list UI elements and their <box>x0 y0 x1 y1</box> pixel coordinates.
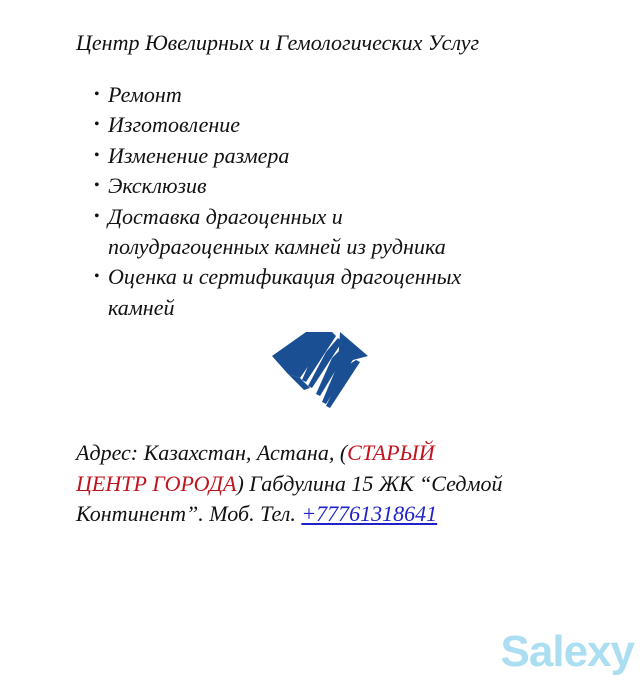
service-label: полудрагоценных камней из рудника <box>108 234 446 260</box>
bullet-icon: • <box>94 207 100 225</box>
address-prefix: Адрес: Казахстан, Астана, ( <box>76 440 348 465</box>
service-label: Ремонт <box>108 82 182 107</box>
service-label: Изготовление <box>108 112 241 138</box>
service-item <box>94 141 538 171</box>
address-middle: ) Габдулина 15 ЖК “Седмой <box>236 470 503 496</box>
bullet-icon: • <box>94 177 100 195</box>
page-title: Центр Ювелирных и Гемологических Услуг <box>76 30 480 55</box>
address-highlight-2: ЦЕНТР ГОРОДА <box>76 470 237 496</box>
service-item <box>94 262 538 323</box>
service-label: Доставка драгоценных и <box>108 203 343 229</box>
diamond-stripes-logo-icon <box>270 328 370 410</box>
bullet-icon: • <box>94 116 100 134</box>
services-list <box>94 80 538 323</box>
bullet-icon: • <box>94 86 100 103</box>
bullet-icon: • <box>94 268 100 286</box>
address-highlight-1: СТАРЫЙ <box>347 440 435 465</box>
service-label: Изменение размера <box>108 142 290 168</box>
phone-link[interactable]: +77761318641 <box>301 501 438 526</box>
service-item <box>94 171 538 201</box>
service-label: камней <box>108 294 175 320</box>
salexy-watermark: Salexy <box>500 627 634 676</box>
bullet-icon: • <box>94 146 100 164</box>
service-item <box>94 110 538 140</box>
service-label: Оценка и сертификация драгоценных <box>108 264 462 290</box>
service-item <box>94 202 538 263</box>
service-label: Эксклюзив <box>108 173 207 199</box>
address-block <box>76 438 576 530</box>
address-line-3: Континент”. Моб. Тел. <box>76 501 302 526</box>
service-item <box>94 80 538 110</box>
